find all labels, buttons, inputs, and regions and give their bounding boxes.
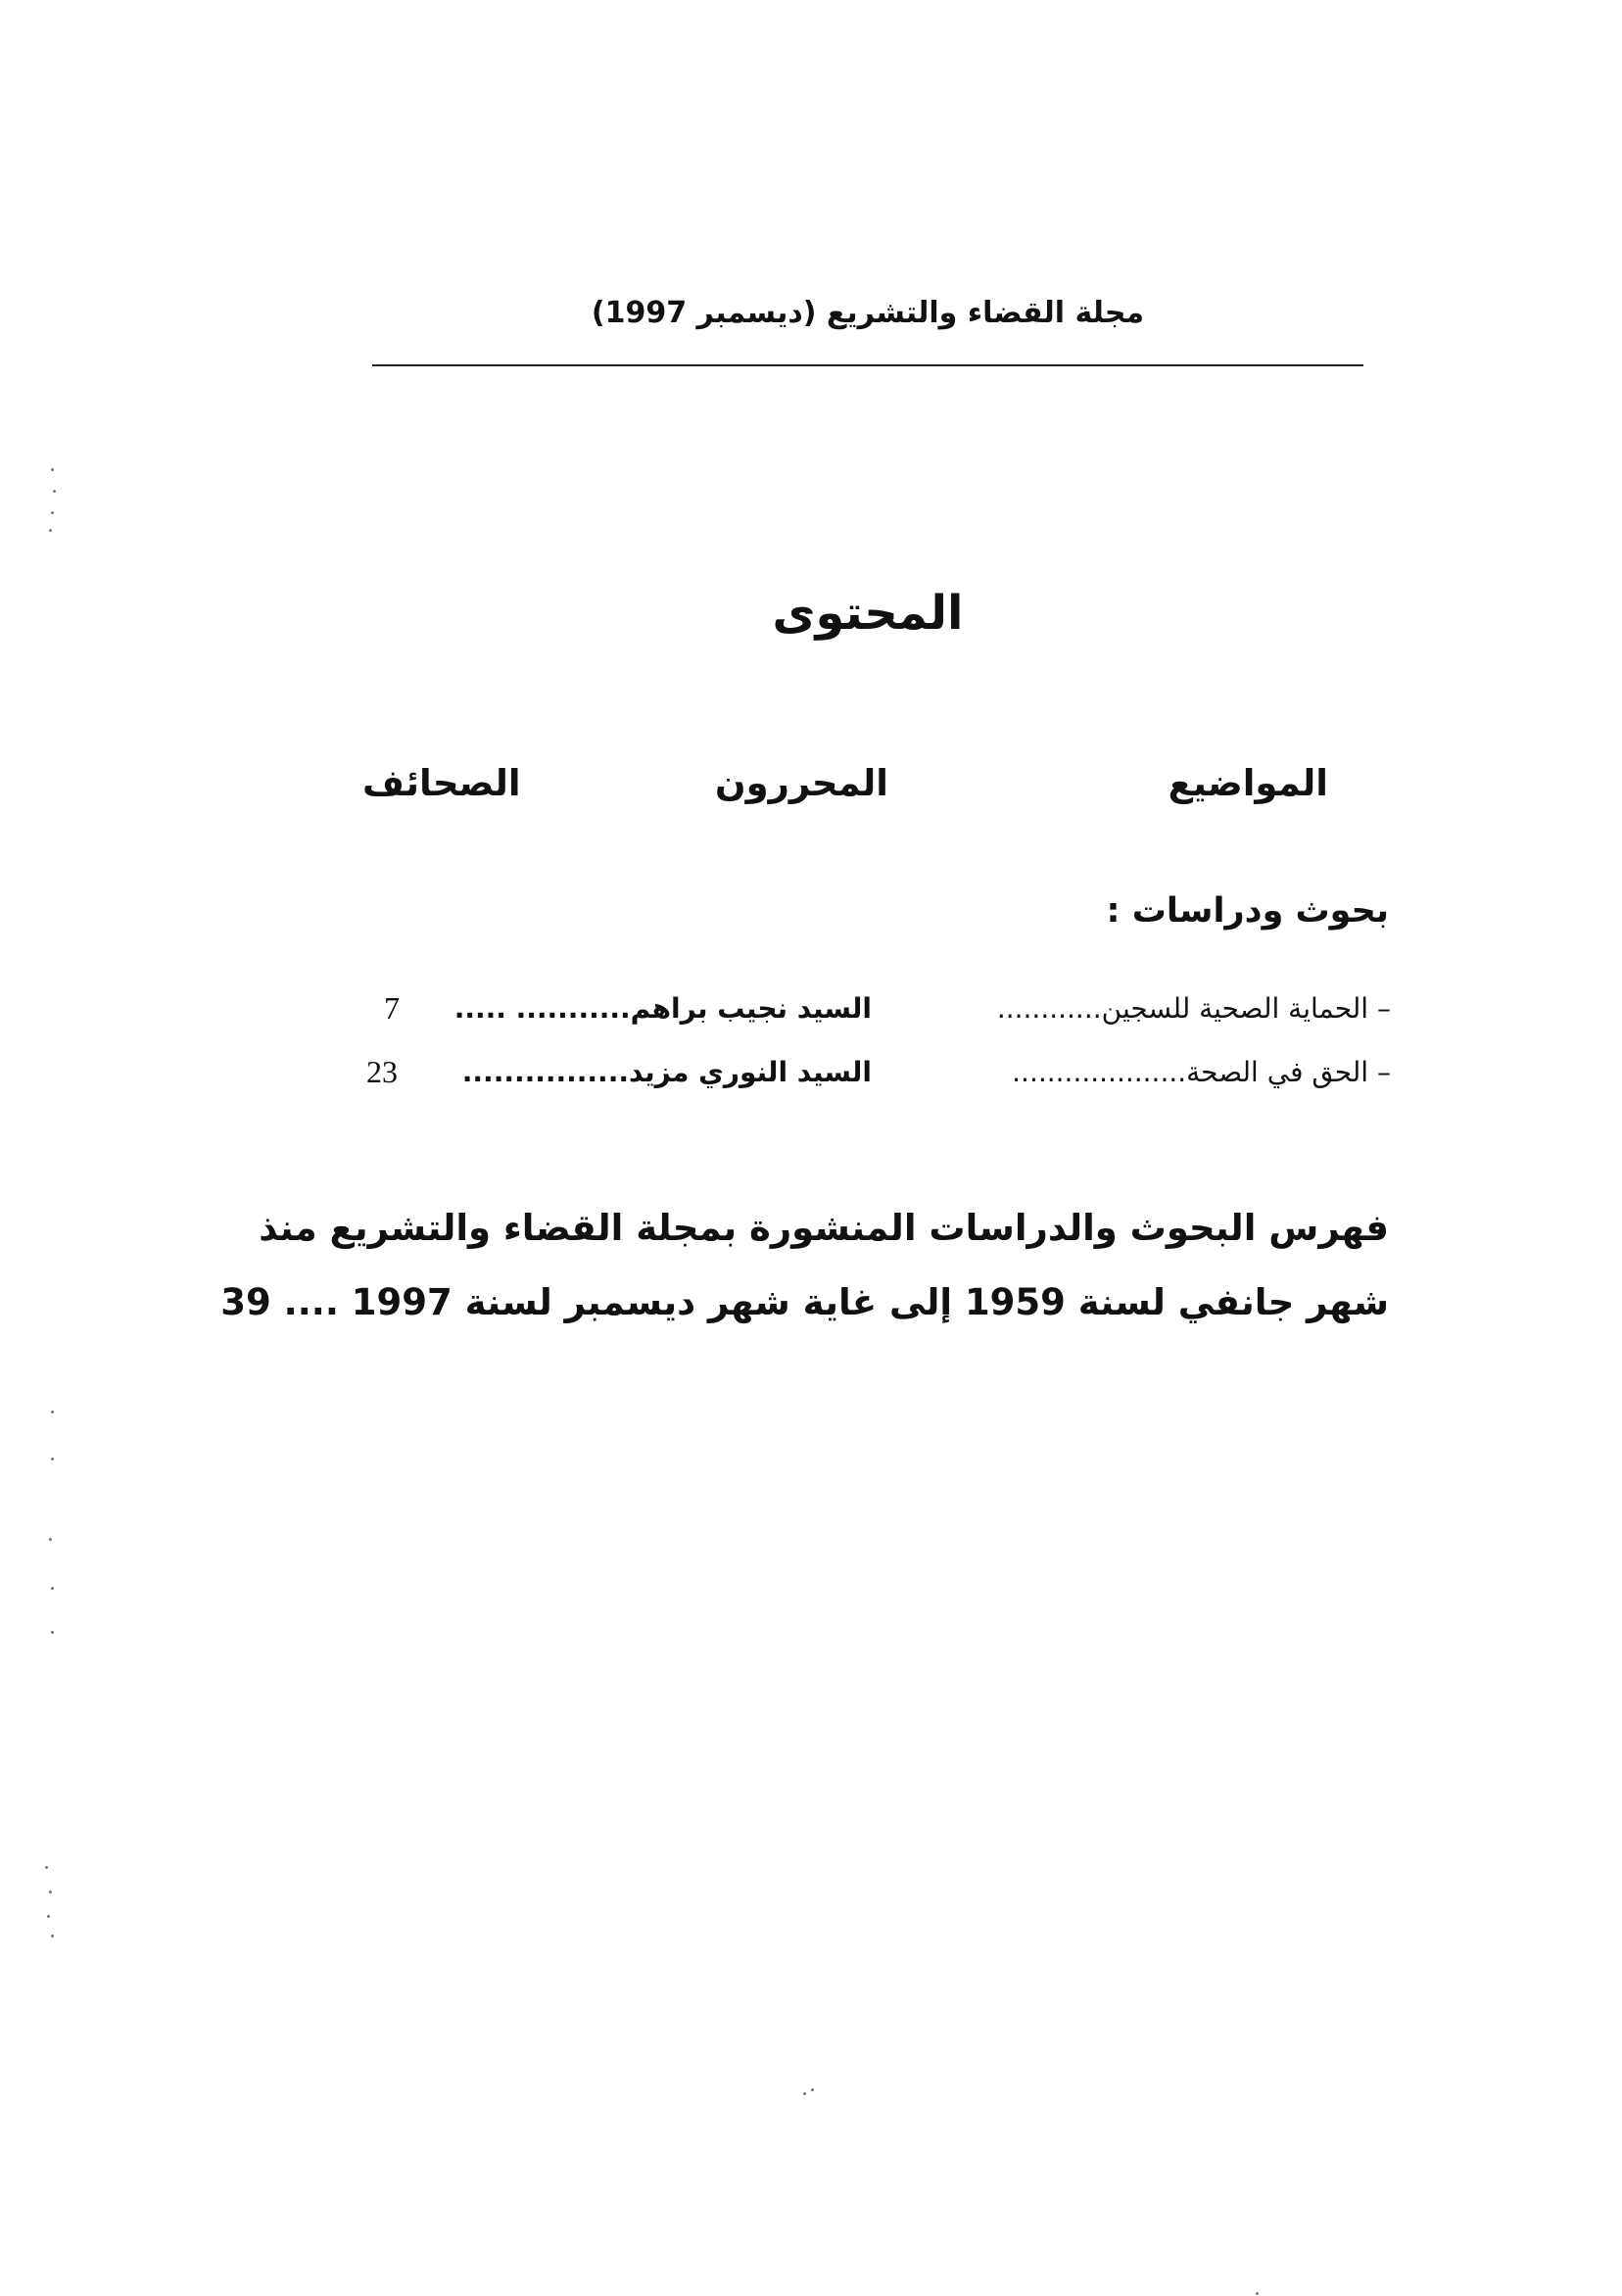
toc-entry-editor: السيد نجيب براهم........... .....: [453, 992, 872, 1025]
section-title: بحوث ودراسات :: [1106, 891, 1389, 931]
scan-speck: [47, 1915, 50, 1918]
scan-speck: [811, 2088, 814, 2091]
scan-speck: [51, 468, 54, 471]
toc-entry-page: 23: [366, 1054, 398, 1089]
toc-entry-editor: السيد النوري مزيد................: [461, 1056, 872, 1088]
toc-entry-topic: – الحق في الصحة....................: [1012, 1056, 1391, 1088]
toc-entry: [353, 1056, 1391, 1099]
scan-speck: [1256, 2292, 1259, 2295]
index-reference-line-1: فهرس البحوث والدراسات المنشورة بمجلة القضاء والتشريع منذ: [259, 1207, 1389, 1249]
toc-entry-topic: – الحماية الصحية للسجين............: [996, 992, 1391, 1025]
column-header-topics: المواضيع: [1168, 762, 1328, 804]
scan-speck: [49, 529, 52, 532]
running-header: مجلة القضاء والتشريع (ديسمبر 1997): [591, 296, 1145, 330]
header-divider: [372, 364, 1363, 366]
page-title: المحتوى: [772, 586, 964, 641]
scan-speck: [51, 1458, 54, 1460]
index-reference-line-2: شهر جانفي لسنة 1959 إلى غاية شهر ديسمبر لسنة 1997 .... 39: [220, 1281, 1389, 1323]
column-header-editors: المحررون: [715, 762, 888, 804]
scan-speck: [803, 2092, 806, 2095]
scan-speck: [51, 1631, 54, 1634]
scan-speck: [45, 1866, 48, 1869]
column-header-pages: الصحائف: [362, 762, 521, 804]
toc-entry-page: 7: [384, 990, 400, 1026]
scan-speck: [51, 511, 54, 514]
scan-speck: [53, 490, 56, 493]
scan-speck: [51, 1935, 54, 1937]
toc-entry: [353, 992, 1391, 1035]
scan-speck: [49, 1538, 52, 1541]
scan-speck: [51, 1587, 54, 1590]
scan-speck: [49, 1890, 52, 1893]
scan-speck: [51, 1411, 54, 1413]
